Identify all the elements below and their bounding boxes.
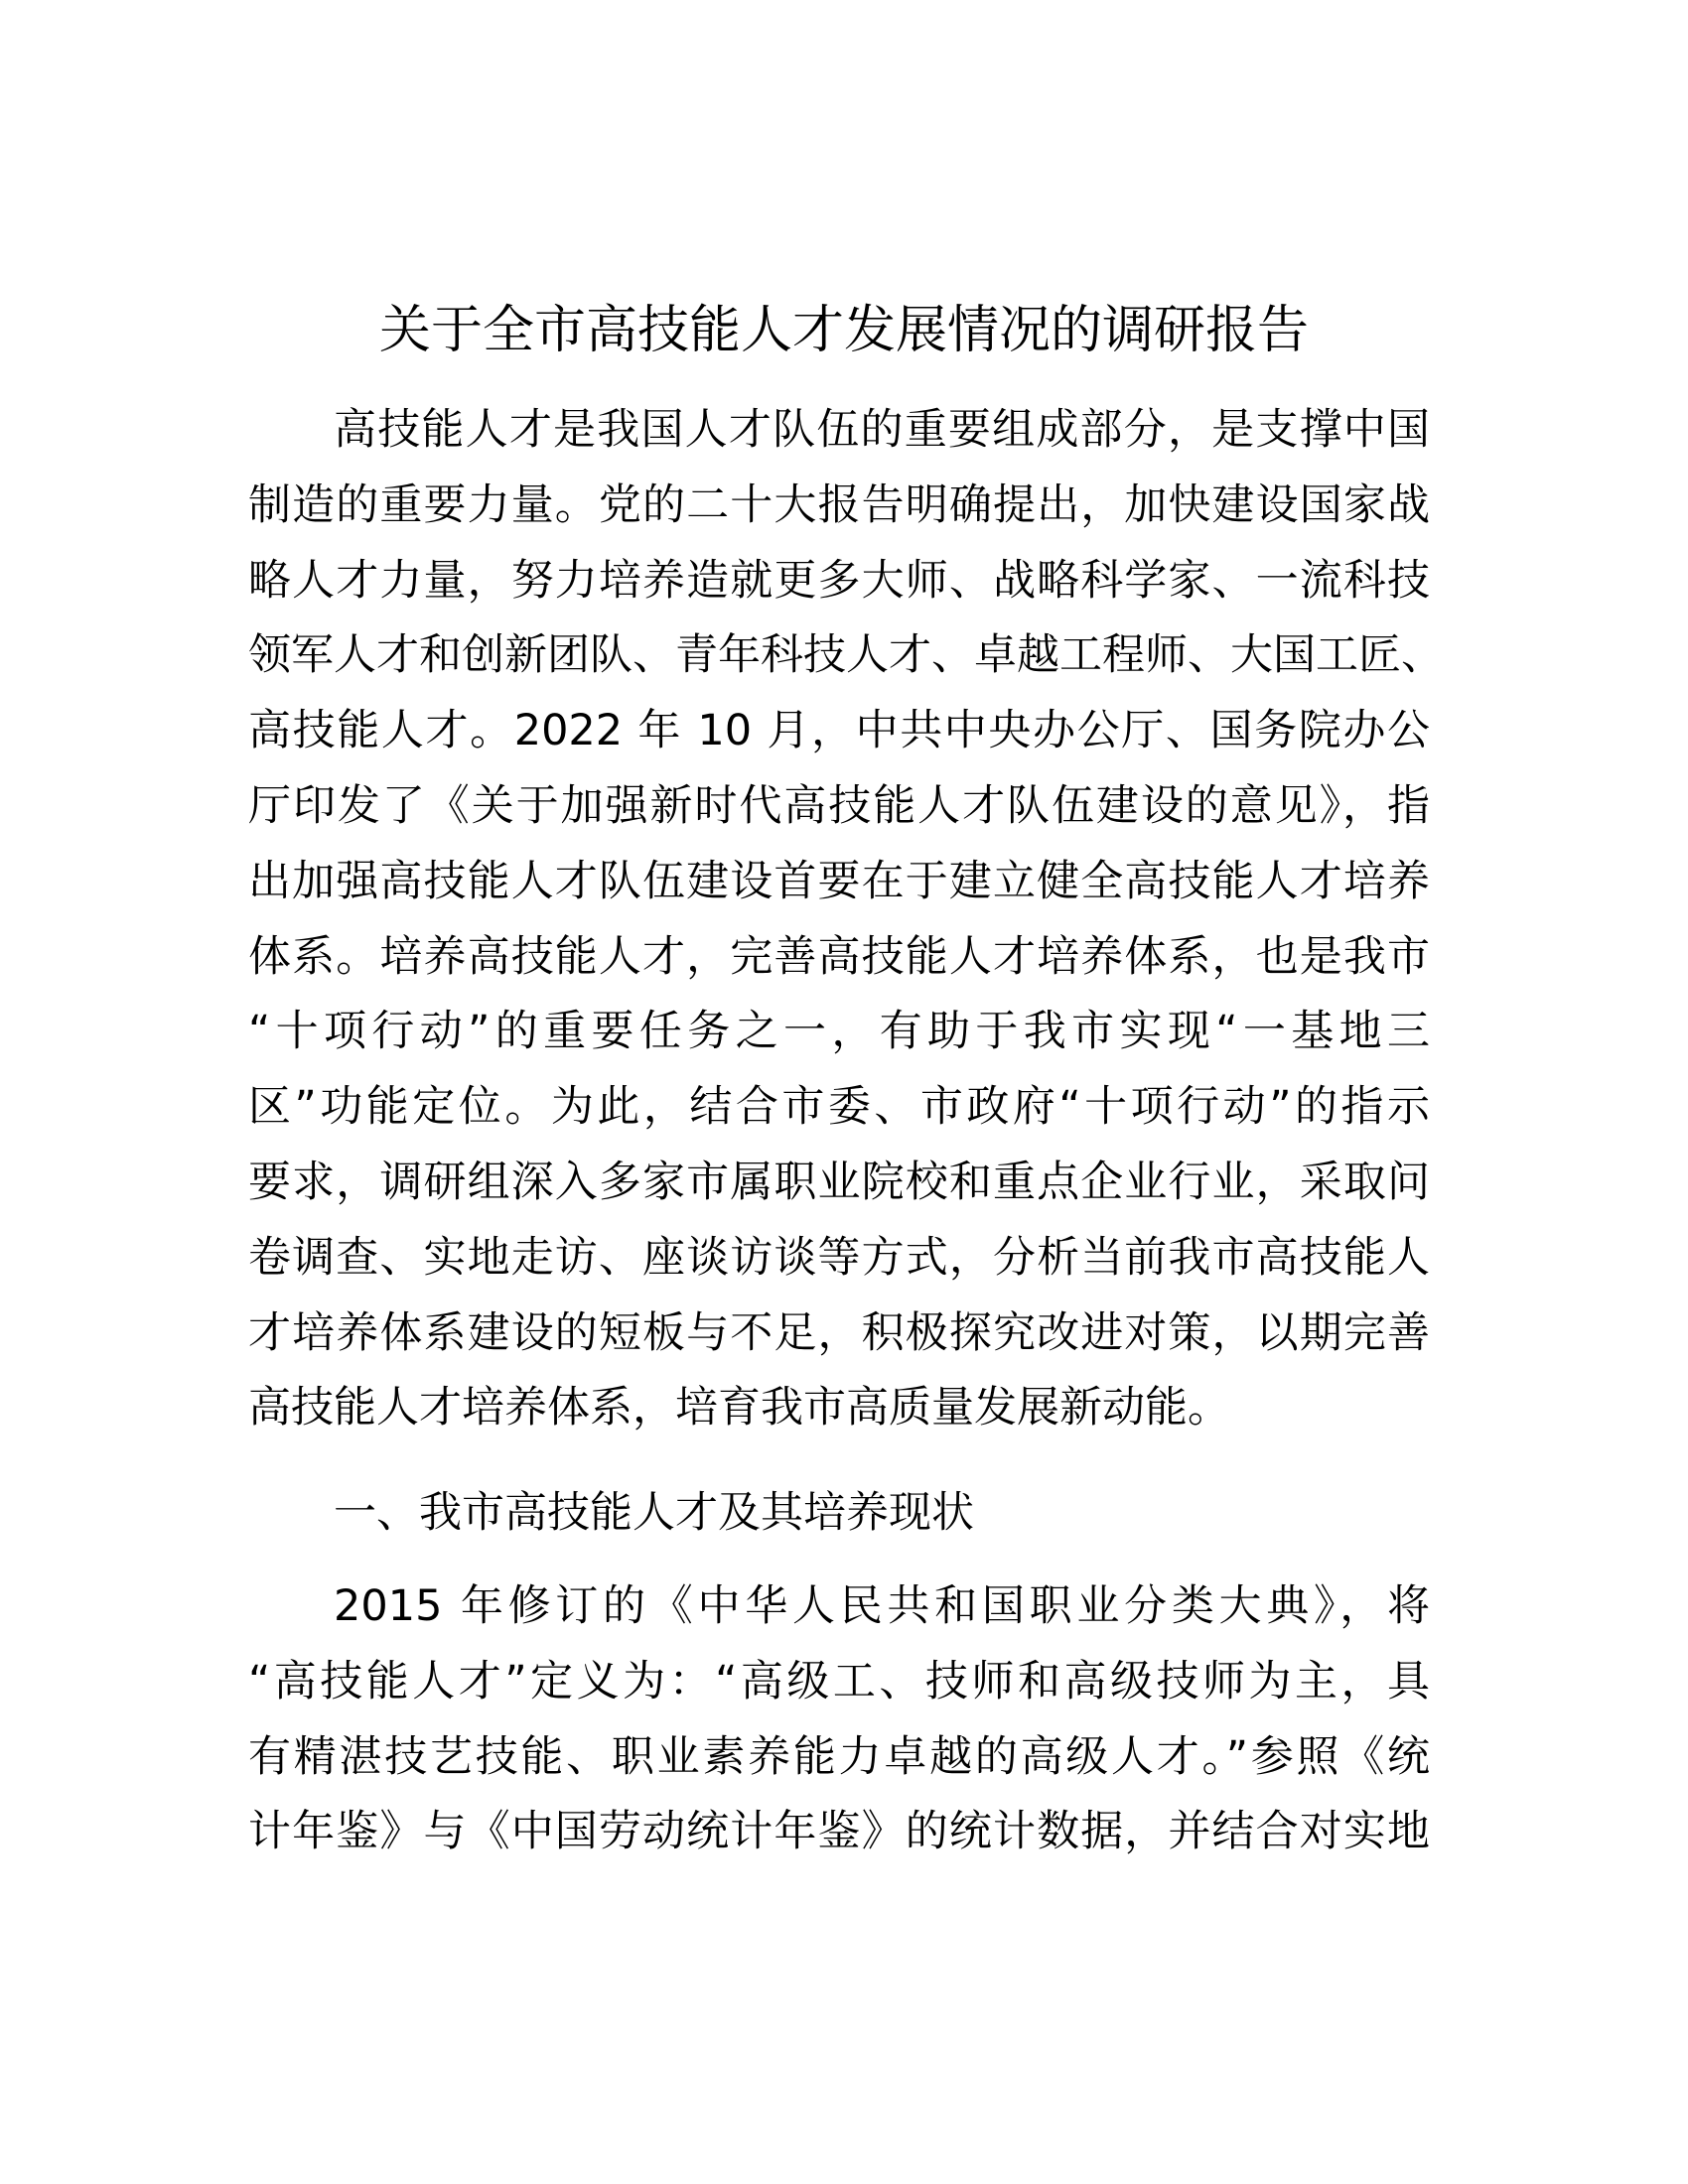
paragraph-line: “十项行动”的重要任务之一，有助于我市实现“一基地三 <box>248 1007 1430 1057</box>
paragraph-line: 高技能人才是我国人才队伍的重要组成部分，是支撑中国 <box>334 405 1430 455</box>
paragraph-line: 2015 年修订的《中华人民共和国职业分类大典》，将 <box>334 1581 1430 1631</box>
paragraph-line: 卷调查、实地走访、座谈访谈等方式，分析当前我市高技能人 <box>248 1232 1430 1283</box>
paragraph-line: 出加强高技能人才队伍建设首要在于建立健全高技能人才培养 <box>248 856 1430 906</box>
section-heading: 一、我市高技能人才及其培养现状 <box>334 1488 974 1538</box>
paragraph-line: 有精湛技艺技能、职业素养能力卓越的高级人才。”参照《统 <box>248 1731 1430 1782</box>
paragraph-line: 厅印发了《关于加强新时代高技能人才队伍建设的意见》，指 <box>248 781 1430 831</box>
paragraph-line: 略人才力量，努力培养造就更多大师、战略科学家、一流科技 <box>248 555 1430 606</box>
document-title: 关于全市高技能人才发展情况的调研报告 <box>378 301 1309 360</box>
paragraph-line: 高技能人才。2022 年 10 月，中共中央办公厅、国务院办公 <box>248 706 1430 756</box>
paragraph-line: 计年鉴》与《中国劳动统计年鉴》的统计数据，并结合对实地 <box>248 1807 1430 1857</box>
paragraph-line: 体系。培养高技能人才，完善高技能人才培养体系，也是我市 <box>248 931 1430 982</box>
paragraph-line: 区”功能定位。为此，结合市委、市政府“十项行动”的指示 <box>248 1082 1430 1133</box>
paragraph-line: 领军人才和创新团队、青年科技人才、卓越工程师、大国工匠、 <box>248 630 1444 681</box>
paragraph-line: “高技能人才”定义为：“高级工、技师和高级技师为主，具 <box>248 1656 1430 1706</box>
paragraph-line: 高技能人才培养体系，培育我市高质量发展新动能。 <box>248 1383 1230 1433</box>
paragraph-line: 要求，调研组深入多家市属职业院校和重点企业行业，采取问 <box>248 1158 1430 1207</box>
paragraph-line: 才培养体系建设的短板与不足，积极探究改进对策，以期完善 <box>248 1307 1430 1358</box>
paragraph-line: 制造的重要力量。党的二十大报告明确提出，加快建设国家战 <box>248 479 1430 530</box>
